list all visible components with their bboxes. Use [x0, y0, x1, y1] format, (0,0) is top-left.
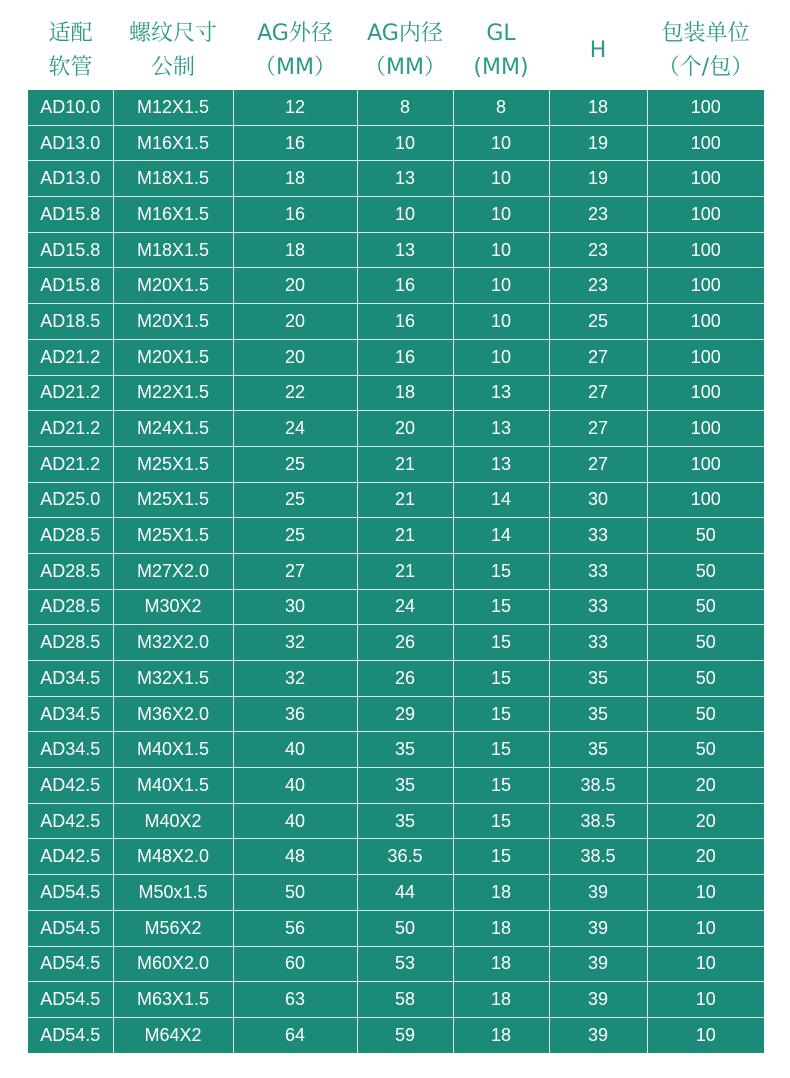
table-row [28, 696, 764, 732]
cell-ag-outer-diameter: 22 [233, 375, 357, 411]
cell-pack-unit: 100 [647, 197, 764, 233]
cell-pack-unit: 100 [647, 411, 764, 447]
cell-ag-inner-diameter: 58 [357, 982, 453, 1018]
cell-ag-inner-diameter: 18 [357, 375, 453, 411]
header-ag-outer-diameter-line: （MM） [254, 55, 336, 80]
table-row [28, 197, 764, 233]
cell-gl: 14 [453, 482, 549, 518]
cell-thread-size: M40X2 [113, 803, 233, 839]
header-gl [453, 12, 549, 90]
cell-pack-unit: 100 [647, 304, 764, 340]
cell-ag-outer-diameter: 56 [233, 910, 357, 946]
cell-pack-unit: 10 [647, 1017, 764, 1052]
cell-hose-size: AD54.5 [28, 946, 113, 982]
cell-thread-size: M27X2.0 [113, 553, 233, 589]
cell-h: 35 [549, 661, 647, 697]
cell-hose-size: AD54.5 [28, 875, 113, 911]
cell-thread-size: M36X2.0 [113, 696, 233, 732]
cell-pack-unit: 20 [647, 803, 764, 839]
cell-thread-size: M30X2 [113, 589, 233, 625]
table-row [28, 482, 764, 518]
cell-thread-size: M50x1.5 [113, 875, 233, 911]
table-row [28, 446, 764, 482]
table-row [28, 304, 764, 340]
header-hose-size-line: 软管 [48, 55, 93, 80]
cell-h: 38.5 [549, 803, 647, 839]
cell-thread-size: M20X1.5 [113, 268, 233, 304]
cell-gl: 15 [453, 839, 549, 875]
cell-ag-inner-diameter: 29 [357, 696, 453, 732]
cell-gl: 18 [453, 1017, 549, 1052]
cell-ag-outer-diameter: 40 [233, 732, 357, 768]
cell-gl: 15 [453, 696, 549, 732]
cell-thread-size: M25X1.5 [113, 482, 233, 518]
cell-h: 39 [549, 946, 647, 982]
cell-gl: 10 [453, 339, 549, 375]
table-row [28, 125, 764, 161]
table-row [28, 553, 764, 589]
cell-h: 23 [549, 232, 647, 268]
cell-gl: 15 [453, 589, 549, 625]
cell-ag-outer-diameter: 32 [233, 661, 357, 697]
cell-thread-size: M32X2.0 [113, 625, 233, 661]
cell-hose-size: AD15.8 [28, 197, 113, 233]
cell-h: 19 [549, 161, 647, 197]
cell-thread-size: M24X1.5 [113, 411, 233, 447]
cell-thread-size: M25X1.5 [113, 518, 233, 554]
cell-hose-size: AD34.5 [28, 661, 113, 697]
cell-ag-inner-diameter: 26 [357, 661, 453, 697]
cell-ag-outer-diameter: 18 [233, 232, 357, 268]
table-row [28, 411, 764, 447]
cell-gl: 18 [453, 910, 549, 946]
table-row [28, 518, 764, 554]
header-gl-line: (MM) [473, 55, 529, 80]
cell-thread-size: M20X1.5 [113, 304, 233, 340]
table-row [28, 661, 764, 697]
cell-pack-unit: 10 [647, 875, 764, 911]
cell-pack-unit: 100 [647, 268, 764, 304]
cell-pack-unit: 100 [647, 125, 764, 161]
header-pack-unit-line: 包装单位 [661, 21, 750, 46]
cell-ag-inner-diameter: 8 [357, 90, 453, 125]
cell-pack-unit: 100 [647, 375, 764, 411]
cell-pack-unit: 100 [647, 161, 764, 197]
cell-ag-inner-diameter: 16 [357, 339, 453, 375]
cell-thread-size: M64X2 [113, 1017, 233, 1052]
cell-pack-unit: 100 [647, 339, 764, 375]
cell-pack-unit: 50 [647, 625, 764, 661]
cell-hose-size: AD42.5 [28, 768, 113, 804]
cell-ag-outer-diameter: 36 [233, 696, 357, 732]
header-h-line: H [589, 38, 607, 63]
cell-pack-unit: 50 [647, 553, 764, 589]
cell-ag-outer-diameter: 20 [233, 339, 357, 375]
table-row [28, 268, 764, 304]
header-thread-size [113, 12, 233, 90]
cell-ag-outer-diameter: 25 [233, 446, 357, 482]
cell-pack-unit: 100 [647, 446, 764, 482]
cell-ag-inner-diameter: 35 [357, 803, 453, 839]
cell-hose-size: AD21.2 [28, 446, 113, 482]
cell-ag-inner-diameter: 13 [357, 232, 453, 268]
header-thread-size-line: 公制 [150, 55, 195, 80]
cell-hose-size: AD13.0 [28, 161, 113, 197]
cell-gl: 15 [453, 625, 549, 661]
cell-gl: 15 [453, 553, 549, 589]
cell-ag-inner-diameter: 50 [357, 910, 453, 946]
table-row [28, 803, 764, 839]
cell-h: 33 [549, 553, 647, 589]
cell-gl: 10 [453, 232, 549, 268]
cell-ag-outer-diameter: 20 [233, 304, 357, 340]
cell-ag-outer-diameter: 40 [233, 768, 357, 804]
cell-ag-outer-diameter: 63 [233, 982, 357, 1018]
cell-pack-unit: 10 [647, 910, 764, 946]
table-row [28, 625, 764, 661]
header-pack-unit-line: （个/包） [657, 55, 754, 80]
cell-hose-size: AD21.2 [28, 339, 113, 375]
cell-ag-outer-diameter: 48 [233, 839, 357, 875]
table-row [28, 839, 764, 875]
cell-ag-inner-diameter: 44 [357, 875, 453, 911]
cell-thread-size: M22X1.5 [113, 375, 233, 411]
cell-thread-size: M16X1.5 [113, 125, 233, 161]
cell-thread-size: M40X1.5 [113, 768, 233, 804]
cell-hose-size: AD21.2 [28, 375, 113, 411]
cell-h: 18 [549, 90, 647, 125]
table-row [28, 1017, 764, 1052]
table-row [28, 161, 764, 197]
table-row [28, 875, 764, 911]
cell-gl: 15 [453, 768, 549, 804]
cell-hose-size: AD34.5 [28, 696, 113, 732]
cell-thread-size: M56X2 [113, 910, 233, 946]
cell-ag-inner-diameter: 21 [357, 518, 453, 554]
cell-ag-outer-diameter: 16 [233, 197, 357, 233]
cell-ag-outer-diameter: 27 [233, 553, 357, 589]
cell-h: 35 [549, 732, 647, 768]
cell-hose-size: AD13.0 [28, 125, 113, 161]
header-ag-outer-diameter [233, 12, 357, 90]
cell-thread-size: M63X1.5 [113, 982, 233, 1018]
cell-h: 39 [549, 875, 647, 911]
header-ag-inner-diameter-line: AG内径 [367, 21, 443, 46]
cell-ag-inner-diameter: 36.5 [357, 839, 453, 875]
cell-hose-size: AD54.5 [28, 910, 113, 946]
table-row [28, 339, 764, 375]
cell-thread-size: M18X1.5 [113, 232, 233, 268]
cell-ag-inner-diameter: 20 [357, 411, 453, 447]
cell-pack-unit: 50 [647, 732, 764, 768]
cell-thread-size: M20X1.5 [113, 339, 233, 375]
cell-pack-unit: 100 [647, 90, 764, 125]
cell-h: 25 [549, 304, 647, 340]
cell-gl: 13 [453, 411, 549, 447]
cell-hose-size: AD42.5 [28, 839, 113, 875]
cell-gl: 18 [453, 875, 549, 911]
cell-pack-unit: 50 [647, 696, 764, 732]
cell-h: 27 [549, 375, 647, 411]
cell-ag-outer-diameter: 18 [233, 161, 357, 197]
cell-pack-unit: 20 [647, 839, 764, 875]
cell-h: 27 [549, 446, 647, 482]
cell-ag-outer-diameter: 30 [233, 589, 357, 625]
cell-ag-inner-diameter: 16 [357, 268, 453, 304]
cell-ag-inner-diameter: 53 [357, 946, 453, 982]
table-header [28, 12, 765, 90]
cell-hose-size: AD18.5 [28, 304, 113, 340]
cell-h: 23 [549, 268, 647, 304]
cell-gl: 10 [453, 304, 549, 340]
spec-table [28, 90, 764, 1053]
cell-ag-outer-diameter: 25 [233, 518, 357, 554]
cell-gl: 10 [453, 197, 549, 233]
header-ag-outer-diameter-line: AG外径 [257, 21, 333, 46]
table-row [28, 946, 764, 982]
cell-h: 27 [549, 339, 647, 375]
cell-ag-inner-diameter: 26 [357, 625, 453, 661]
cell-gl: 18 [453, 982, 549, 1018]
cell-ag-outer-diameter: 16 [233, 125, 357, 161]
cell-thread-size: M48X2.0 [113, 839, 233, 875]
cell-pack-unit: 50 [647, 589, 764, 625]
cell-h: 33 [549, 625, 647, 661]
cell-thread-size: M18X1.5 [113, 161, 233, 197]
cell-ag-outer-diameter: 32 [233, 625, 357, 661]
cell-ag-outer-diameter: 12 [233, 90, 357, 125]
cell-gl: 10 [453, 268, 549, 304]
cell-ag-outer-diameter: 40 [233, 803, 357, 839]
cell-hose-size: AD28.5 [28, 589, 113, 625]
cell-ag-inner-diameter: 21 [357, 446, 453, 482]
cell-pack-unit: 20 [647, 768, 764, 804]
cell-ag-inner-diameter: 59 [357, 1017, 453, 1052]
cell-h: 33 [549, 518, 647, 554]
cell-ag-outer-diameter: 60 [233, 946, 357, 982]
table-row [28, 589, 764, 625]
cell-h: 30 [549, 482, 647, 518]
cell-pack-unit: 10 [647, 982, 764, 1018]
cell-h: 39 [549, 1017, 647, 1052]
cell-hose-size: AD10.0 [28, 90, 113, 125]
cell-h: 38.5 [549, 768, 647, 804]
cell-hose-size: AD42.5 [28, 803, 113, 839]
table-row [28, 90, 764, 125]
header-h [549, 12, 647, 90]
cell-hose-size: AD25.0 [28, 482, 113, 518]
cell-gl: 18 [453, 946, 549, 982]
table-row [28, 768, 764, 804]
cell-gl: 14 [453, 518, 549, 554]
header-pack-unit [647, 12, 764, 90]
cell-h: 19 [549, 125, 647, 161]
cell-thread-size: M16X1.5 [113, 197, 233, 233]
header-ag-inner-diameter-line: （MM） [364, 55, 446, 80]
cell-thread-size: M60X2.0 [113, 946, 233, 982]
cell-gl: 8 [453, 90, 549, 125]
cell-hose-size: AD54.5 [28, 1017, 113, 1052]
cell-ag-inner-diameter: 10 [357, 125, 453, 161]
cell-ag-outer-diameter: 24 [233, 411, 357, 447]
header-thread-size-line: 螺纹尺寸 [128, 21, 217, 46]
cell-pack-unit: 100 [647, 482, 764, 518]
cell-ag-inner-diameter: 35 [357, 768, 453, 804]
cell-h: 35 [549, 696, 647, 732]
cell-hose-size: AD34.5 [28, 732, 113, 768]
cell-ag-inner-diameter: 35 [357, 732, 453, 768]
cell-ag-outer-diameter: 25 [233, 482, 357, 518]
cell-h: 39 [549, 982, 647, 1018]
table-row [28, 232, 764, 268]
cell-thread-size: M40X1.5 [113, 732, 233, 768]
cell-ag-outer-diameter: 20 [233, 268, 357, 304]
cell-pack-unit: 50 [647, 518, 764, 554]
cell-pack-unit: 100 [647, 232, 764, 268]
cell-gl: 13 [453, 375, 549, 411]
cell-gl: 15 [453, 661, 549, 697]
cell-ag-inner-diameter: 21 [357, 482, 453, 518]
cell-hose-size: AD15.8 [28, 268, 113, 304]
cell-h: 33 [549, 589, 647, 625]
cell-ag-outer-diameter: 64 [233, 1017, 357, 1052]
cell-h: 39 [549, 910, 647, 946]
header-hose-size-line: 适配 [48, 21, 93, 46]
cell-gl: 10 [453, 125, 549, 161]
cell-hose-size: AD21.2 [28, 411, 113, 447]
cell-hose-size: AD28.5 [28, 553, 113, 589]
header-ag-inner-diameter [357, 12, 453, 90]
cell-hose-size: AD54.5 [28, 982, 113, 1018]
cell-ag-outer-diameter: 50 [233, 875, 357, 911]
cell-h: 27 [549, 411, 647, 447]
header-gl-line: GL [486, 21, 516, 46]
cell-gl: 15 [453, 732, 549, 768]
cell-h: 23 [549, 197, 647, 233]
table-row [28, 910, 764, 946]
cell-ag-inner-diameter: 16 [357, 304, 453, 340]
spec-table-body [28, 90, 764, 1053]
header-hose-size [28, 12, 113, 90]
cell-gl: 10 [453, 161, 549, 197]
cell-ag-inner-diameter: 24 [357, 589, 453, 625]
cell-ag-inner-diameter: 21 [357, 553, 453, 589]
cell-pack-unit: 50 [647, 661, 764, 697]
cell-hose-size: AD15.8 [28, 232, 113, 268]
table-row [28, 982, 764, 1018]
cell-pack-unit: 10 [647, 946, 764, 982]
cell-ag-inner-diameter: 10 [357, 197, 453, 233]
cell-h: 38.5 [549, 839, 647, 875]
cell-hose-size: AD28.5 [28, 625, 113, 661]
cell-gl: 13 [453, 446, 549, 482]
cell-hose-size: AD28.5 [28, 518, 113, 554]
cell-thread-size: M12X1.5 [113, 90, 233, 125]
table-row [28, 375, 764, 411]
cell-gl: 15 [453, 803, 549, 839]
cell-ag-inner-diameter: 13 [357, 161, 453, 197]
cell-thread-size: M25X1.5 [113, 446, 233, 482]
table-row [28, 732, 764, 768]
cell-thread-size: M32X1.5 [113, 661, 233, 697]
